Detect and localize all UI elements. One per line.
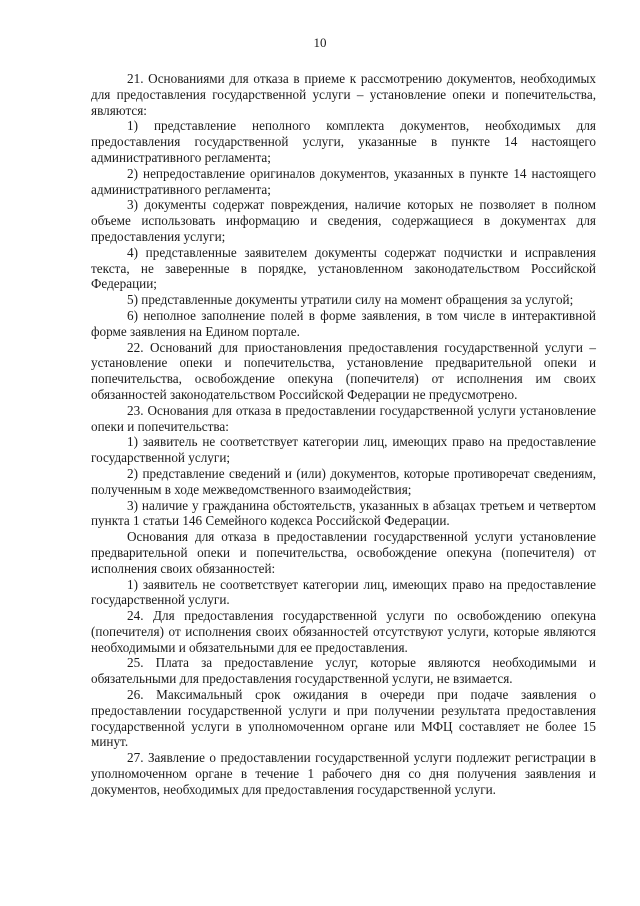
paragraph-21-item-4: 4) представленные заявителем документы содержат подчистки и исправления текста, не заверенные в порядке, установленном законодательством Российской Федерации; [91,244,596,292]
document-body [91,71,596,798]
paragraph-21: 21. Основаниями для отказа в приеме к рассмотрению документов, необходимых для предоставления государственной услуги – установление опеки и попечительства, являются: [91,71,596,118]
paragraph-27: 27. Заявление о предоставлении государственной услуги подлежит регистрации в уполномоченном органе в течение 1 рабочего дня со дня получения заявления и документов, необходимых для предоставления государственной услуги. [91,750,596,797]
page-number: 10 [313,35,327,50]
paragraph-23-item-1: 1) заявитель не соответствует категории лиц, имеющих право на предоставление государственной услуги; [91,434,596,466]
paragraph-23-item-2: 2) представление сведений и (или) документов, которые противоречат сведениям, полученным в ходе межведомственного взаимодействия; [91,465,596,497]
paragraph-23-preliminary-item-1: 1) заявитель не соответствует категории лиц, имеющих право на предоставление государственной услуги. [91,576,596,608]
paragraph-21-item-3: 3) документы содержат повреждения, наличие которых не позволяет в полном объеме использовать информацию и сведения, содержащиеся в документах для предоставления услуги; [91,197,596,244]
paragraph-25: 25. Плата за предоставление услуг, которые являются необходимыми и обязательными для предоставления государственной услуги, не взимается. [91,655,596,687]
paragraph-21-item-5: 5) представленные документы утратили силу на момент обращения за услугой; [127,292,574,308]
paragraph-24: 24. Для предоставления государственной услуги по освобождению опекуна (попечителя) от исполнения своих обязанностей отсутствуют услуги, которые являются необходимыми и обязательными для ее предоставления. [91,608,596,655]
paragraph-21-item-2: 2) непредоставление оригиналов документов, указанных в пункте 14 настоящего административного регламента; [91,165,596,197]
paragraph-21-item-6: 6) неполное заполнение полей в форме заявления, в том числе в интерактивной форме заявления на Едином портале. [91,307,596,339]
paragraph-23: 23. Основания для отказа в предоставлении государственной услуги установление опеки и попечительства: [91,402,596,434]
paragraph-23-item-3: 3) наличие у гражданина обстоятельств, указанных в абзацах третьем и четвертом пункта 1 статьи 146 Семейного кодекса Российской Федерации. [91,497,596,529]
paragraph-22: 22. Оснований для приостановления предоставления государственной услуги – установление опеки и попечительства, установление предварительной опеки и попечительства, освобождение опекуна (попечителя) от исполнения им своих обязанностей законодательством Российской Федерации не предусмотрено. [91,339,596,402]
paragraph-26: 26. Максимальный срок ожидания в очереди при подаче заявления о предоставлении государственной услуги и при получении результата предоставления государственной услуги в уполномоченном органе или МФЦ составляет не более 15 минут. [91,687,596,750]
paragraph-23-preliminary: Основания для отказа в предоставлении государственной услуги установление предварительной опеки и попечительства, освобождение опекуна (попечителя) от исполнения своих обязанностей: [91,529,596,576]
paragraph-21-item-1: 1) представление неполного комплекта документов, необходимых для предоставления государственной услуги, указанные в пункте 14 настоящего административного регламента; [91,118,596,165]
